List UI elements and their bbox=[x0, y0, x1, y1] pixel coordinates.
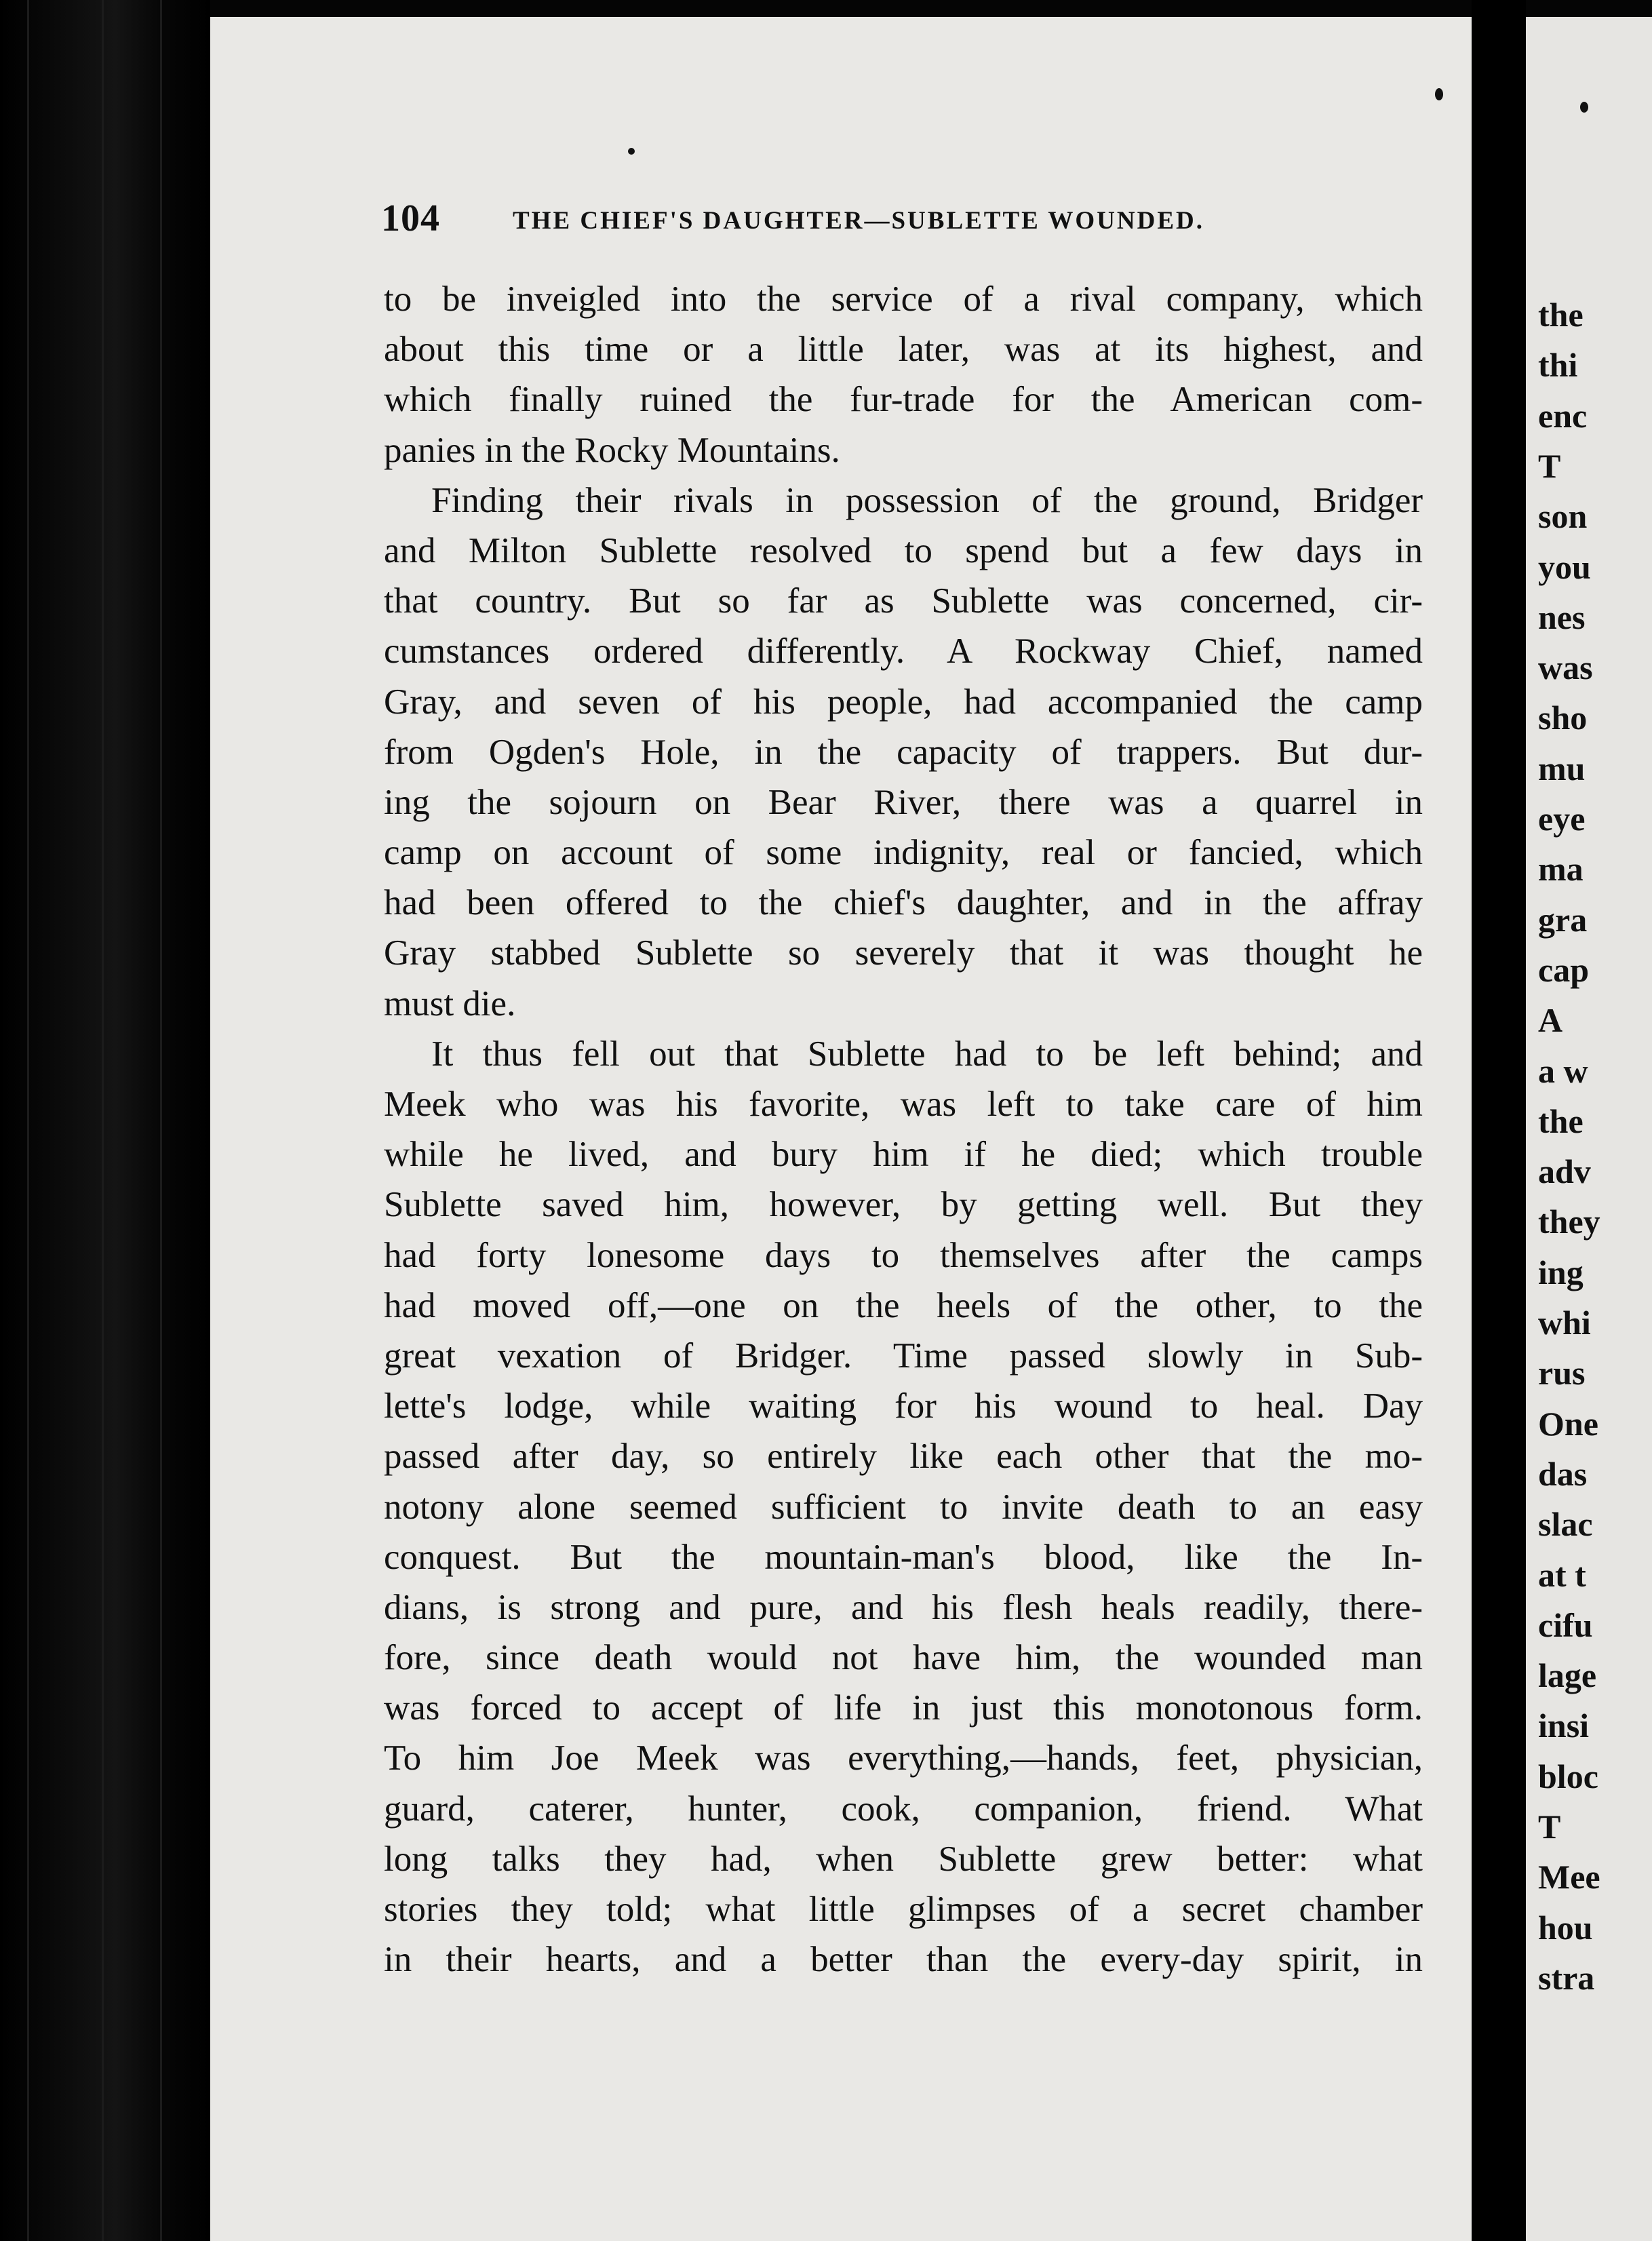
text-line: that country. But so far as Sublette was concerned, cir- bbox=[384, 581, 1423, 621]
text-line: while he lived, and bury him if he died; which trouble bbox=[384, 1135, 1423, 1175]
text-line: must die. bbox=[384, 983, 516, 1024]
text-line: was forced to accept of life in just this monotonous form. bbox=[384, 1688, 1423, 1728]
text-line: in their hearts, and a better than the every-day spirit, in bbox=[384, 1940, 1423, 1980]
right-page-fragment: bloc bbox=[1538, 1757, 1598, 1795]
text-line: lette's lodge, while waiting for his wound to heal. Day bbox=[384, 1386, 1423, 1426]
text-line: which finally ruined the fur-trade for the American com- bbox=[384, 380, 1423, 420]
gutter bbox=[1472, 0, 1526, 2241]
text-line: guard, caterer, hunter, cook, companion, friend. What bbox=[384, 1789, 1423, 1829]
right-page-fragment: das bbox=[1538, 1454, 1588, 1493]
right-page-fragment: cap bbox=[1538, 950, 1589, 989]
text-line: To him Joe Meek was everything,—hands, feet, physician, bbox=[384, 1738, 1423, 1778]
right-page-fragment: son bbox=[1538, 497, 1588, 536]
page-header bbox=[381, 197, 1425, 244]
right-page-fragment: hou bbox=[1538, 1908, 1593, 1947]
text-line: panies in the Rocky Mountains. bbox=[384, 430, 840, 470]
right-page-fragment: gra bbox=[1538, 900, 1588, 939]
text-line: notony alone seemed sufficient to invite death to an easy bbox=[384, 1487, 1423, 1527]
text-line: great vexation of Bridger. Time passed slowly in Sub- bbox=[384, 1336, 1423, 1376]
right-page-fragment: A bbox=[1538, 1001, 1563, 1040]
right-page-fragment: the bbox=[1538, 296, 1584, 334]
right-page-fragment: ing bbox=[1538, 1253, 1584, 1291]
right-page-fragment: you bbox=[1538, 547, 1591, 586]
spine-edge-line bbox=[102, 0, 104, 2241]
right-page-fragment: sho bbox=[1538, 699, 1588, 737]
right-page-fragment: at t bbox=[1538, 1555, 1586, 1594]
right-page-fragment: mu bbox=[1538, 749, 1586, 787]
right-page-fragment: stra bbox=[1538, 1958, 1595, 1997]
right-page-fragment: rus bbox=[1538, 1354, 1586, 1392]
text-line: about this time or a little later, was at its highest, and bbox=[384, 330, 1423, 370]
print-speck bbox=[1435, 88, 1443, 100]
spine-edge-line bbox=[27, 0, 29, 2241]
right-page-fragment: eye bbox=[1538, 800, 1586, 838]
text-line: stories they told; what little glimpses of a secret chamber bbox=[384, 1890, 1423, 1929]
text-line: Meek who was his favorite, was left to take care of him bbox=[384, 1085, 1423, 1124]
text-line: Sublette saved him, however, by getting well. But they bbox=[384, 1185, 1423, 1225]
print-speck bbox=[628, 148, 635, 155]
page-number: 104 bbox=[381, 197, 440, 239]
right-page-fragment: insi bbox=[1538, 1707, 1590, 1745]
text-line: to be inveigled into the service of a rival company, which bbox=[384, 279, 1423, 319]
text-line: fore, since death would not have him, the wounded man bbox=[384, 1638, 1423, 1678]
right-page-fragment: the bbox=[1538, 1102, 1584, 1140]
body-text bbox=[384, 274, 1423, 1985]
text-line: had forty lonesome days to themselves after the camps bbox=[384, 1235, 1423, 1275]
right-page-fragment: slac bbox=[1538, 1505, 1593, 1544]
text-line: camp on account of some indignity, real or fancied, which bbox=[384, 833, 1423, 873]
text-line: Finding their rivals in possession of the ground, Bridger bbox=[431, 480, 1423, 520]
text-line: dians, is strong and pure, and his flesh heals readily, there- bbox=[384, 1587, 1423, 1627]
text-line: long talks they had, when Sublette grew better: what bbox=[384, 1839, 1423, 1879]
text-line: Gray, and seven of his people, had accompanied the camp bbox=[384, 682, 1423, 722]
text-line: and Milton Sublette resolved to spend but a few days in bbox=[384, 530, 1423, 570]
right-page-fragment: adv bbox=[1538, 1152, 1591, 1191]
text-line: ing the sojourn on Bear River, there was a quarrel in bbox=[384, 782, 1423, 822]
right-page-edge bbox=[1526, 17, 1652, 2241]
right-page-fragment: nes bbox=[1538, 598, 1586, 636]
text-line: had moved off,—one on the heels of the other, to the bbox=[384, 1285, 1423, 1325]
text-line: It thus fell out that Sublette had to be left behind; and bbox=[431, 1034, 1423, 1074]
book-spine bbox=[0, 0, 210, 2241]
text-line: had been offered to the chief's daughter, and in the affray bbox=[384, 883, 1423, 923]
right-page-fragment: a w bbox=[1538, 1051, 1588, 1090]
right-page-fragment: lage bbox=[1538, 1656, 1597, 1695]
right-page-fragment: whi bbox=[1538, 1304, 1591, 1342]
right-page-fragment: Mee bbox=[1538, 1858, 1600, 1896]
right-page-fragment: enc bbox=[1538, 396, 1588, 435]
right-page-fragment: T bbox=[1538, 1808, 1561, 1846]
right-page-fragment: was bbox=[1538, 648, 1593, 687]
text-line: Gray stabbed Sublette so severely that it was thought he bbox=[384, 933, 1423, 973]
right-page-fragment: they bbox=[1538, 1203, 1600, 1241]
right-page-fragment: T bbox=[1538, 446, 1561, 485]
spine-edge-line bbox=[160, 0, 162, 2241]
right-page-fragment: One bbox=[1538, 1404, 1598, 1443]
text-line: passed after day, so entirely like each other that the mo- bbox=[384, 1437, 1423, 1477]
print-speck bbox=[1580, 102, 1588, 113]
text-line: from Ogden's Hole, in the capacity of trappers. But dur- bbox=[384, 732, 1423, 772]
right-page-fragment: ma bbox=[1538, 850, 1584, 889]
running-head: THE CHIEF'S DAUGHTER—SUBLETTE WOUNDED. bbox=[513, 207, 1205, 235]
right-page-fragment: cifu bbox=[1538, 1605, 1593, 1644]
text-line: cumstances ordered differently. A Rockway Chief, named bbox=[384, 631, 1423, 671]
right-page-fragment: thi bbox=[1538, 346, 1578, 385]
text-line: conquest. But the mountain-man's blood, like the In- bbox=[384, 1537, 1423, 1577]
